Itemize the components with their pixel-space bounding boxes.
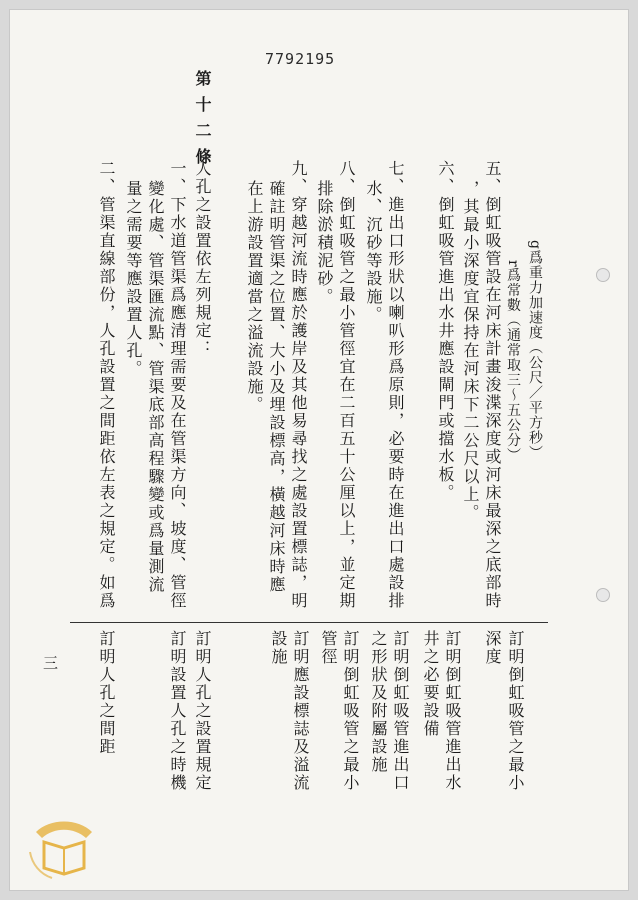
formula-r-line: r爲常數（通常取三～五公分） — [505, 260, 521, 463]
margin-note-4-line-1: 訂明倒虹吸管之最小 — [341, 630, 360, 792]
binder-hole — [596, 588, 610, 602]
margin-note-1-line-2: 深度 — [483, 630, 502, 666]
item-9-line-2: 確註明管渠之位置、大小及埋設標高，橫越河床時應 — [267, 180, 286, 594]
item-5-line-2: ，其最小深度宜保持在河床下二公尺以上。 — [461, 180, 480, 522]
item-6-line: 六、倒虹吸管進出水井應設閘門或擋水板。 — [436, 160, 455, 502]
item-8-line-1: 八、倒虹吸管之最小管徑宜在二百五十公厘以上，並定期 — [337, 160, 356, 610]
binder-hole — [596, 268, 610, 282]
margin-note-1-line-1: 訂明倒虹吸管之最小 — [506, 630, 525, 792]
margin-note-8: 訂明人孔之間距 — [97, 630, 116, 756]
item-9-line-1: 九、穿越河流時應於護岸及其他易尋找之處設置標誌，明 — [289, 160, 308, 610]
article-intro: 人孔之設置依左列規定： — [193, 160, 212, 358]
margin-note-3-line-2: 之形狀及附屬設施 — [369, 630, 388, 774]
item-7-line-2: 水、沉砂等設施。 — [364, 180, 383, 324]
item-1-line-3: 量之需要等應設置人孔。 — [124, 180, 143, 378]
margin-note-6: 訂明人孔之設置規定 — [193, 630, 212, 792]
document-number: 7792195 — [265, 50, 336, 68]
item-1-line-2: 變化處、管渠匯流點、管渠底部高程驟變或爲量測流 — [146, 180, 165, 594]
item-8-line-2: 排除淤積泥砂。 — [315, 180, 334, 306]
page-number: 三 — [41, 655, 59, 672]
item-9-line-3: 在上游設置適當之溢流設施。 — [245, 180, 264, 414]
formula-g-line: g爲重力加速度（公尺／平方秒） — [527, 240, 543, 460]
item-5-line-1: 五、倒虹吸管設在河床計畫浚渫深度或河床最深之底部時 — [483, 160, 502, 610]
item-2-line-1: 二、管渠直線部份，人孔設置之間距依左表之規定。如爲 — [97, 160, 116, 610]
library-logo-icon — [22, 812, 106, 884]
article-heading: 第十二條 — [193, 70, 212, 174]
margin-note-2-line-1: 訂明倒虹吸管進出水 — [443, 630, 462, 792]
margin-note-5-line-1: 訂明應設標誌及溢流 — [291, 630, 310, 792]
item-7-line-1: 七、進出口形狀以喇叭形爲原則，必要時在進出口處設排 — [386, 160, 405, 610]
margin-note-7: 訂明設置人孔之時機 — [168, 630, 187, 792]
margin-note-2-line-2: 井之必要設備 — [421, 630, 440, 738]
margin-note-5-line-2: 設施 — [269, 630, 288, 666]
item-1-line-1: 一、下水道管渠爲應清理需要及在管渠方向、坡度、管徑 — [168, 160, 187, 610]
section-divider — [70, 622, 548, 623]
margin-note-4-line-2: 管徑 — [319, 630, 338, 666]
margin-note-3-line-1: 訂明倒虹吸管進出口 — [391, 630, 410, 792]
